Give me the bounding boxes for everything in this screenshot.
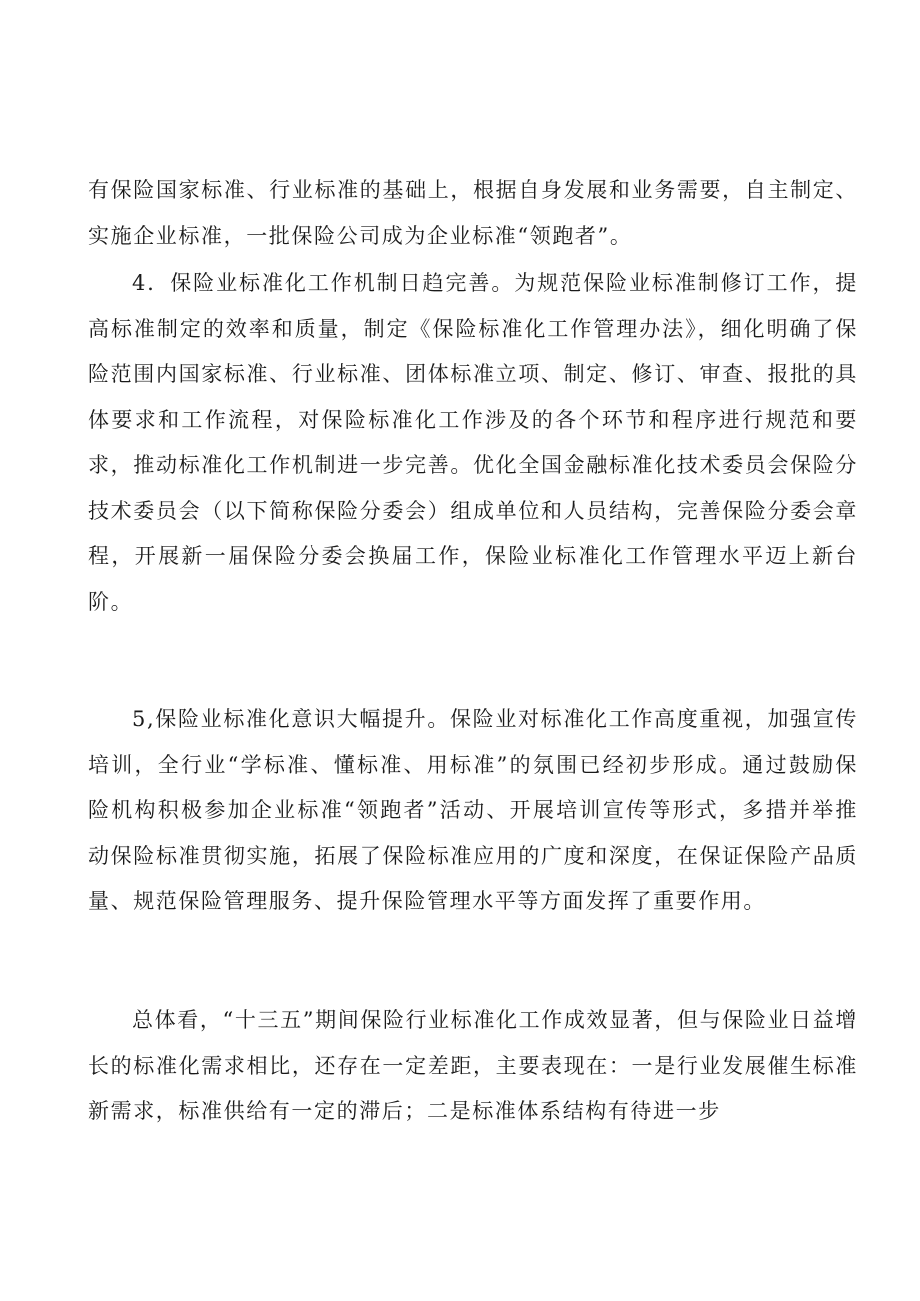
paragraph-summary: 总体看，“十三五”期间保险行业标准化工作成效显著，但与保险业日益增长的标准化需求相比，还存在一定差距，主要表现在：一是行业发展催生标准新需求，标准供给有一定的滞后；二是标准体系结构有待进一步 xyxy=(88,1008,858,1123)
paragraph-awareness: 5,保险业标准化意识大幅提升。保险业对标准化工作高度重视，加强宣传培训，全行业“学标准、懂标准、用标准”的氛围已经初步形成。通过鼓励保险机构积极参加企业标准“领跑者”活动、开展培训宣传等形式，多措并举推动保险标准贯彻实施，拓展了保险标准应用的广度和深度，在保证保险产品质量、规范保险管理服务、提升保险管理水平等方面发挥了重要作用。 xyxy=(88,707,858,913)
paragraph-mechanism: 4．保险业标准化工作机制日趋完善。为规范保险业标准制修订工作，提高标准制定的效率和质量，制定《保险标准化工作管理办法》，细化明确了保险范围内国家标准、行业标准、团体标准立项、制定、修订、审查、报批的具体要求和工作流程，对保险标准化工作涉及的各个环节和程序进行规范和要求，推动标准化工作机制进一步完善。优化全国金融标准化技术委员会保险分技术委员会（以下简称保险分委会）组成单位和人员结构，完善保险分委会章程，开展新一届保险分委会换届工作，保险业标准化工作管理水平迈上新台阶。 xyxy=(88,271,858,614)
paragraph-continuation: 有保险国家标准、行业标准的基础上，根据自身发展和业务需要，自主制定、实施企业标准，一批保险公司成为企业标准“领跑者”。 xyxy=(88,178,858,248)
